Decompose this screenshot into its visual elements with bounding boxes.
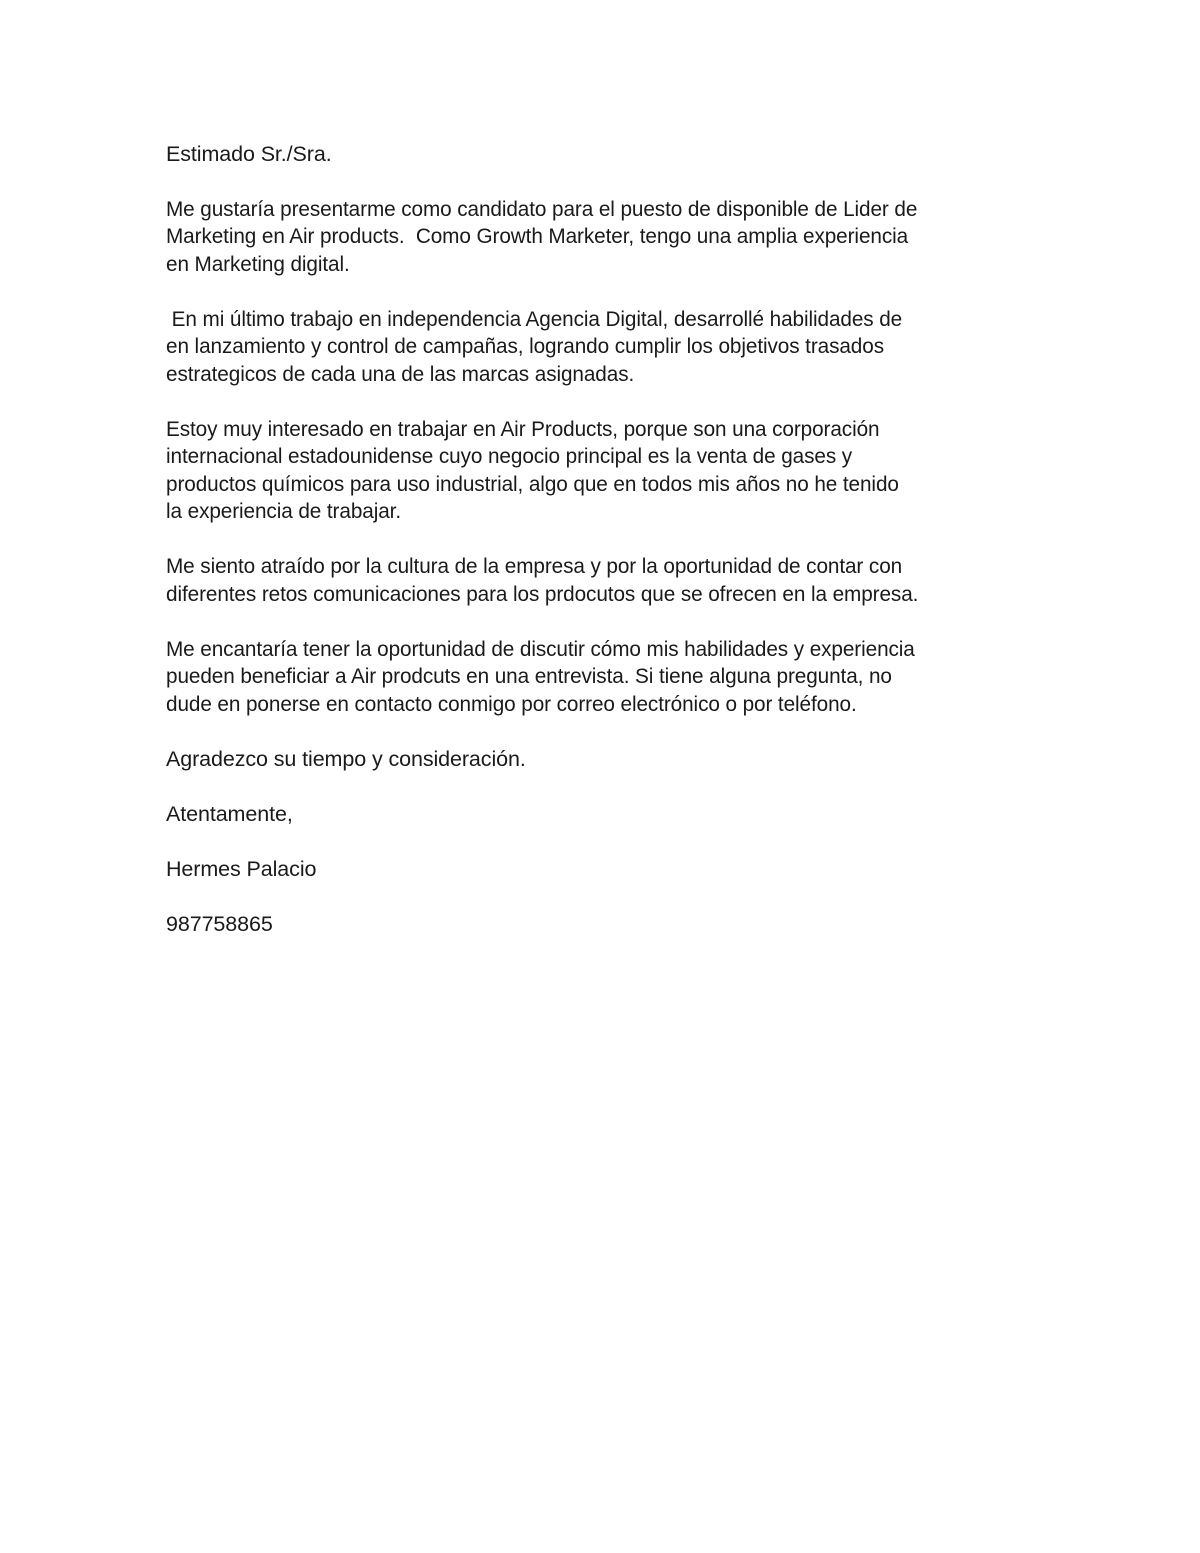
signature-name: Hermes Palacio [166,857,317,881]
paragraph-line: productos químicos para uso industrial, algo que en todos mis años no he tenido [166,472,899,496]
paragraph-line: En mi último trabajo en independencia Agencia Digital, desarrollé habilidades de [166,307,903,331]
paragraph-line: Marketing en Air products. Como Growth Marketer, tengo una amplia experiencia [166,224,909,248]
thanks-line: Agradezco su tiempo y consideración. [166,747,526,771]
paragraph-line: Me encantaría tener la oportunidad de discutir cómo mis habilidades y experiencia [166,637,915,661]
paragraph-line: la experiencia de trabajar. [166,499,401,523]
phone-number: 987758865 [166,912,273,936]
paragraph-line: Estoy muy interesado en trabajar en Air Products, porque son una corporación [166,417,880,441]
greeting: Estimado Sr./Sra. [166,142,332,166]
paragraph-line: en Marketing digital. [166,252,350,276]
paragraph-line: pueden beneficiar a Air prodcuts en una entrevista. Si tiene alguna pregunta, no [166,664,892,688]
paragraph-line: dude en ponerse en contacto conmigo por correo electrónico o por teléfono. [166,692,857,716]
paragraph-line: Me siento atraído por la cultura de la empresa y por la oportunidad de contar con [166,554,903,578]
paragraph-line: internacional estadounidense cuyo negocio principal es la venta de gases y [166,444,853,468]
paragraph-line: estrategicos de cada una de las marcas asignadas. [166,362,635,386]
closing-line: Atentamente, [166,802,293,826]
paragraph-line: diferentes retos comunicaciones para los prdocutos que se ofrecen en la empresa. [166,582,919,606]
paragraph-line: en lanzamiento y control de campañas, logrando cumplir los objetivos trasados [166,334,884,358]
paragraph-line: Me gustaría presentarme como candidato para el puesto de disponible de Lider de [166,197,918,221]
